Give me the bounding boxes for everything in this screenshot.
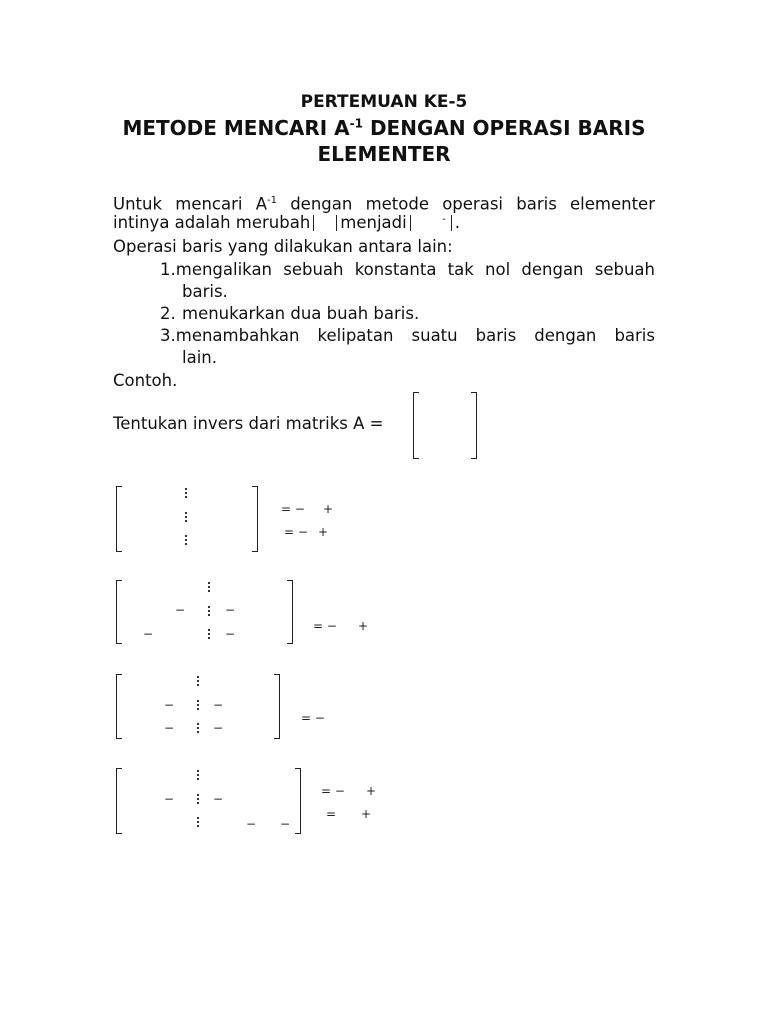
row-operation: + <box>366 784 377 798</box>
row-operation: = <box>326 807 337 821</box>
example-label: Contoh. <box>113 371 178 390</box>
row-operation: = − <box>321 784 345 798</box>
list-item-continuation: baris. <box>182 282 228 301</box>
row-operation: + <box>318 525 329 539</box>
matrix-bracket-placeholder <box>313 215 337 231</box>
matrix-bracket-placeholder <box>410 215 452 231</box>
list-item: 2. menukarkan dua buah baris. <box>160 304 420 323</box>
page-title: METODE MENCARI $A^{-1}$ DENGAN OPERASI BARIS <box>122 116 646 140</box>
page-title-line2: ELEMENTER <box>317 142 451 166</box>
list-item: 1.mengalikan sebuah konstanta tak nol dengan sebuah <box>160 260 655 279</box>
list-item: 3.menambahkan kelipatan suatu baris dengan baris <box>160 326 655 345</box>
row-operation: = − <box>313 619 337 633</box>
row-operation: = − <box>281 502 305 516</box>
row-operation: + <box>323 502 334 516</box>
row-operation: + <box>358 619 369 633</box>
operations-heading: Operasi baris yang dilakukan antara lain: <box>113 237 453 256</box>
list-item-continuation: lain. <box>182 348 217 367</box>
intro-line-1: Untuk mencari $A^{-1}$ dengan metode operasi baris elementer <box>113 194 655 214</box>
page-subtitle: PERTEMUAN KE-5 <box>300 92 468 112</box>
row-operation: + <box>361 807 372 821</box>
question-text: Tentukan invers dari matriks A = <box>113 414 384 433</box>
row-operation: = − <box>301 711 325 725</box>
row-operation: = − <box>284 525 308 539</box>
intro-line-2: intinya adalah merubah menjadi- . <box>113 212 655 234</box>
